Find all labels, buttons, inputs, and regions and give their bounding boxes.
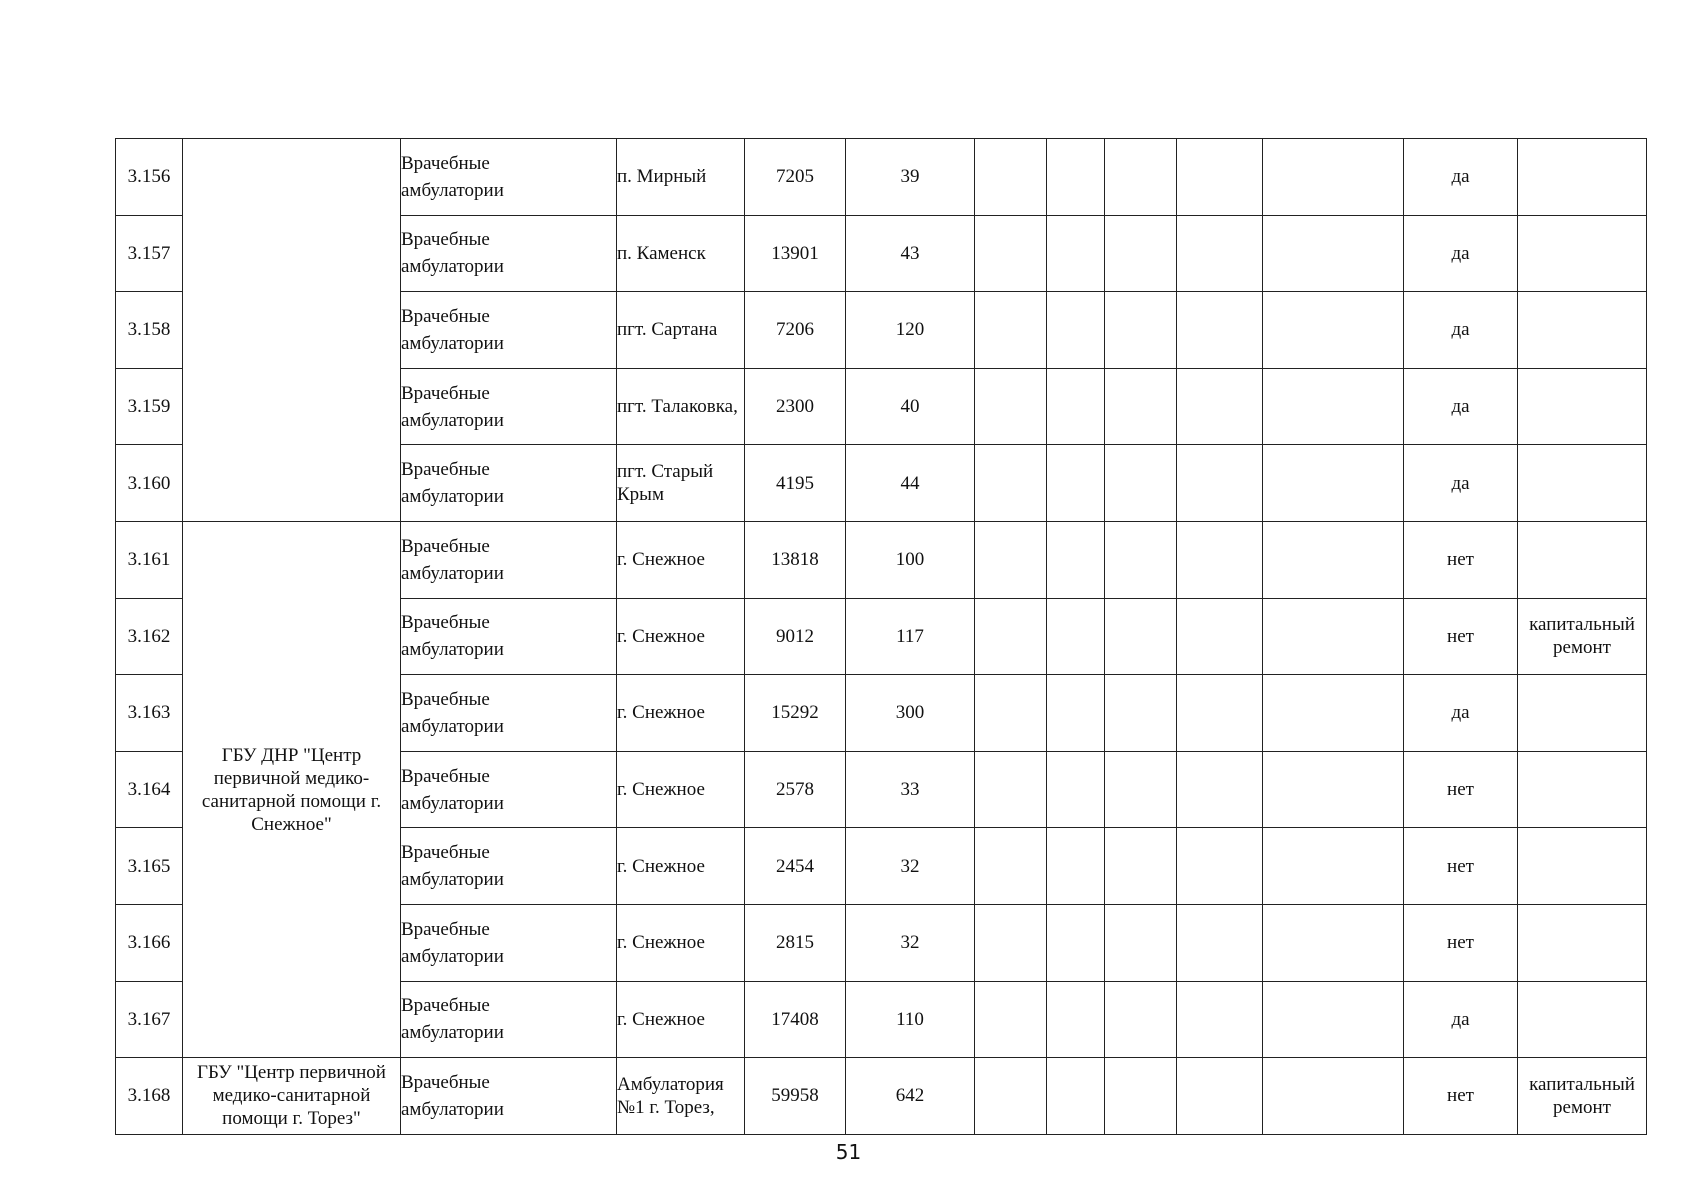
note-cell [1518,368,1647,445]
empty-cell [1263,292,1404,369]
empty-cell [1263,598,1404,675]
population-value: 9012 [745,598,846,675]
empty-cell [1047,751,1105,828]
empty-cell [1177,521,1263,598]
empty-cell [975,521,1047,598]
facility-type-line2: амбулатории [401,639,504,661]
facility-type [401,445,617,522]
capacity-value: 300 [846,675,975,752]
empty-cell [1105,445,1177,522]
row-number: 3.157 [116,215,183,292]
facility-type [401,675,617,752]
capacity-value: 39 [846,139,975,216]
empty-cell [1263,1058,1404,1135]
capacity-value: 642 [846,1058,975,1135]
empty-cell [975,751,1047,828]
empty-cell [975,981,1047,1058]
page-number: 51 [835,1140,862,1164]
empty-cell [975,139,1047,216]
empty-cell [1105,751,1177,828]
note-cell [1518,751,1647,828]
row-number: 3.164 [116,751,183,828]
empty-cell [975,675,1047,752]
facility-type [401,751,617,828]
population-value: 7205 [745,139,846,216]
facility-type [401,292,617,369]
location: пгт. Старый Крым [617,445,745,522]
empty-cell [1263,675,1404,752]
note-cell: капитальный ремонт [1518,598,1647,675]
location: г. Снежное [617,675,745,752]
population-value: 13818 [745,521,846,598]
status-yes-no: да [1404,292,1518,369]
organization-cell: ГБУ ДНР "Центр первичной медико-санитарной помощи г. Снежное" [183,521,401,1057]
facility-type-line2: амбулатории [401,179,504,201]
facility-type-line1: Врачебные [401,1071,490,1093]
facility-type-line1: Врачебные [401,688,490,710]
location: г. Снежное [617,981,745,1058]
facility-type-line1: Врачебные [401,535,490,557]
population-value: 13901 [745,215,846,292]
table-row [116,139,1647,216]
empty-cell [1047,675,1105,752]
empty-cell [1047,598,1105,675]
facility-type-line2: амбулатории [401,409,504,431]
status-yes-no: да [1404,368,1518,445]
empty-cell [1263,828,1404,905]
facility-type [401,368,617,445]
empty-cell [1263,751,1404,828]
capacity-value: 32 [846,828,975,905]
empty-cell [1177,1058,1263,1135]
empty-cell [1263,521,1404,598]
location: пгт. Талаковка, [617,368,745,445]
location: г. Снежное [617,521,745,598]
facility-type-line2: амбулатории [401,945,504,967]
empty-cell [1105,981,1177,1058]
empty-cell [975,598,1047,675]
capacity-value: 33 [846,751,975,828]
facility-type [401,521,617,598]
table-row [116,521,1647,598]
empty-cell [1105,521,1177,598]
empty-cell [1177,751,1263,828]
facility-type-line2: амбулатории [401,1098,504,1120]
capacity-value: 120 [846,292,975,369]
capacity-value: 110 [846,981,975,1058]
note-cell [1518,292,1647,369]
empty-cell [1047,215,1105,292]
empty-cell [975,904,1047,981]
empty-cell [1263,368,1404,445]
empty-cell [1263,139,1404,216]
facility-type-line2: амбулатории [401,256,504,278]
row-number: 3.163 [116,675,183,752]
capacity-value: 43 [846,215,975,292]
population-value: 4195 [745,445,846,522]
population-value: 15292 [745,675,846,752]
status-yes-no: да [1404,981,1518,1058]
empty-cell [975,368,1047,445]
note-cell: капитальный ремонт [1518,1058,1647,1135]
location: п. Каменск [617,215,745,292]
status-yes-no: да [1404,215,1518,292]
empty-cell [1047,139,1105,216]
status-yes-no: нет [1404,828,1518,905]
facility-type-line1: Врачебные [401,152,490,174]
facility-type-line1: Врачебные [401,842,490,864]
empty-cell [1047,1058,1105,1135]
empty-cell [1105,139,1177,216]
status-yes-no: нет [1404,904,1518,981]
note-cell [1518,828,1647,905]
empty-cell [1177,904,1263,981]
row-number: 3.161 [116,521,183,598]
facility-type-line2: амбулатории [401,486,504,508]
facility-type [401,139,617,216]
empty-cell [1047,292,1105,369]
facility-type-line2: амбулатории [401,562,504,584]
empty-cell [1105,1058,1177,1135]
empty-cell [1263,981,1404,1058]
table-row [116,1058,1647,1135]
capacity-value: 117 [846,598,975,675]
empty-cell [1105,292,1177,369]
empty-cell [1177,828,1263,905]
empty-cell [1263,215,1404,292]
facility-type-line2: амбулатории [401,332,504,354]
status-yes-no: нет [1404,1058,1518,1135]
empty-cell [1105,904,1177,981]
row-number: 3.159 [116,368,183,445]
facility-type-line1: Врачебные [401,382,490,404]
empty-cell [1047,445,1105,522]
empty-cell [1047,904,1105,981]
facility-type-line2: амбулатории [401,715,504,737]
empty-cell [1263,904,1404,981]
population-value: 17408 [745,981,846,1058]
empty-cell [1177,445,1263,522]
row-number: 3.160 [116,445,183,522]
empty-cell [1047,828,1105,905]
status-yes-no: нет [1404,751,1518,828]
empty-cell [1177,215,1263,292]
status-yes-no: да [1404,675,1518,752]
empty-cell [1177,598,1263,675]
status-yes-no: да [1404,445,1518,522]
empty-cell [975,292,1047,369]
organization-cell: ГБУ "Центр первичной медико-санитарной помощи г. Торез" [183,1058,401,1135]
empty-cell [1047,981,1105,1058]
capacity-value: 40 [846,368,975,445]
population-value: 2815 [745,904,846,981]
facility-type-line1: Врачебные [401,229,490,251]
note-cell [1518,904,1647,981]
location: г. Снежное [617,828,745,905]
empty-cell [1177,292,1263,369]
status-yes-no: нет [1404,598,1518,675]
facility-type [401,904,617,981]
row-number: 3.156 [116,139,183,216]
row-number: 3.158 [116,292,183,369]
row-number: 3.162 [116,598,183,675]
facility-type-line1: Врачебные [401,305,490,327]
facility-type-line2: амбулатории [401,869,504,891]
row-number: 3.166 [116,904,183,981]
empty-cell [1105,215,1177,292]
empty-cell [1177,368,1263,445]
location: г. Снежное [617,751,745,828]
population-value: 2454 [745,828,846,905]
note-cell [1518,675,1647,752]
facility-type-line1: Врачебные [401,765,490,787]
note-cell [1518,981,1647,1058]
facility-type [401,1058,617,1135]
status-yes-no: да [1404,139,1518,216]
population-value: 2300 [745,368,846,445]
empty-cell [1177,675,1263,752]
empty-cell [975,445,1047,522]
note-cell [1518,521,1647,598]
facilities-table [115,138,1647,1135]
note-cell [1518,215,1647,292]
empty-cell [1047,368,1105,445]
population-value: 2578 [745,751,846,828]
note-cell [1518,445,1647,522]
facility-type-line2: амбулатории [401,1022,504,1044]
status-yes-no: нет [1404,521,1518,598]
facility-type [401,215,617,292]
facility-type-line1: Врачебные [401,918,490,940]
population-value: 59958 [745,1058,846,1135]
empty-cell [1047,521,1105,598]
empty-cell [1105,675,1177,752]
facility-type-line1: Врачебные [401,995,490,1017]
row-number: 3.165 [116,828,183,905]
row-number: 3.168 [116,1058,183,1135]
empty-cell [1177,981,1263,1058]
empty-cell [975,215,1047,292]
population-value: 7206 [745,292,846,369]
location: г. Снежное [617,904,745,981]
empty-cell [975,828,1047,905]
location: п. Мирный [617,139,745,216]
facility-type-line2: амбулатории [401,792,504,814]
empty-cell [1105,368,1177,445]
facility-type [401,598,617,675]
note-cell [1518,139,1647,216]
empty-cell [1105,828,1177,905]
empty-cell [975,1058,1047,1135]
empty-cell [1263,445,1404,522]
location: г. Снежное [617,598,745,675]
facility-type [401,981,617,1058]
facility-type [401,828,617,905]
facility-type-line1: Врачебные [401,459,490,481]
capacity-value: 100 [846,521,975,598]
location: пгт. Сартана [617,292,745,369]
location: Амбулатория №1 г. Торез, [617,1058,745,1135]
facility-type-line1: Врачебные [401,612,490,634]
capacity-value: 32 [846,904,975,981]
organization-cell [183,139,401,522]
capacity-value: 44 [846,445,975,522]
empty-cell [1177,139,1263,216]
row-number: 3.167 [116,981,183,1058]
empty-cell [1105,598,1177,675]
table-body [116,139,1647,1135]
